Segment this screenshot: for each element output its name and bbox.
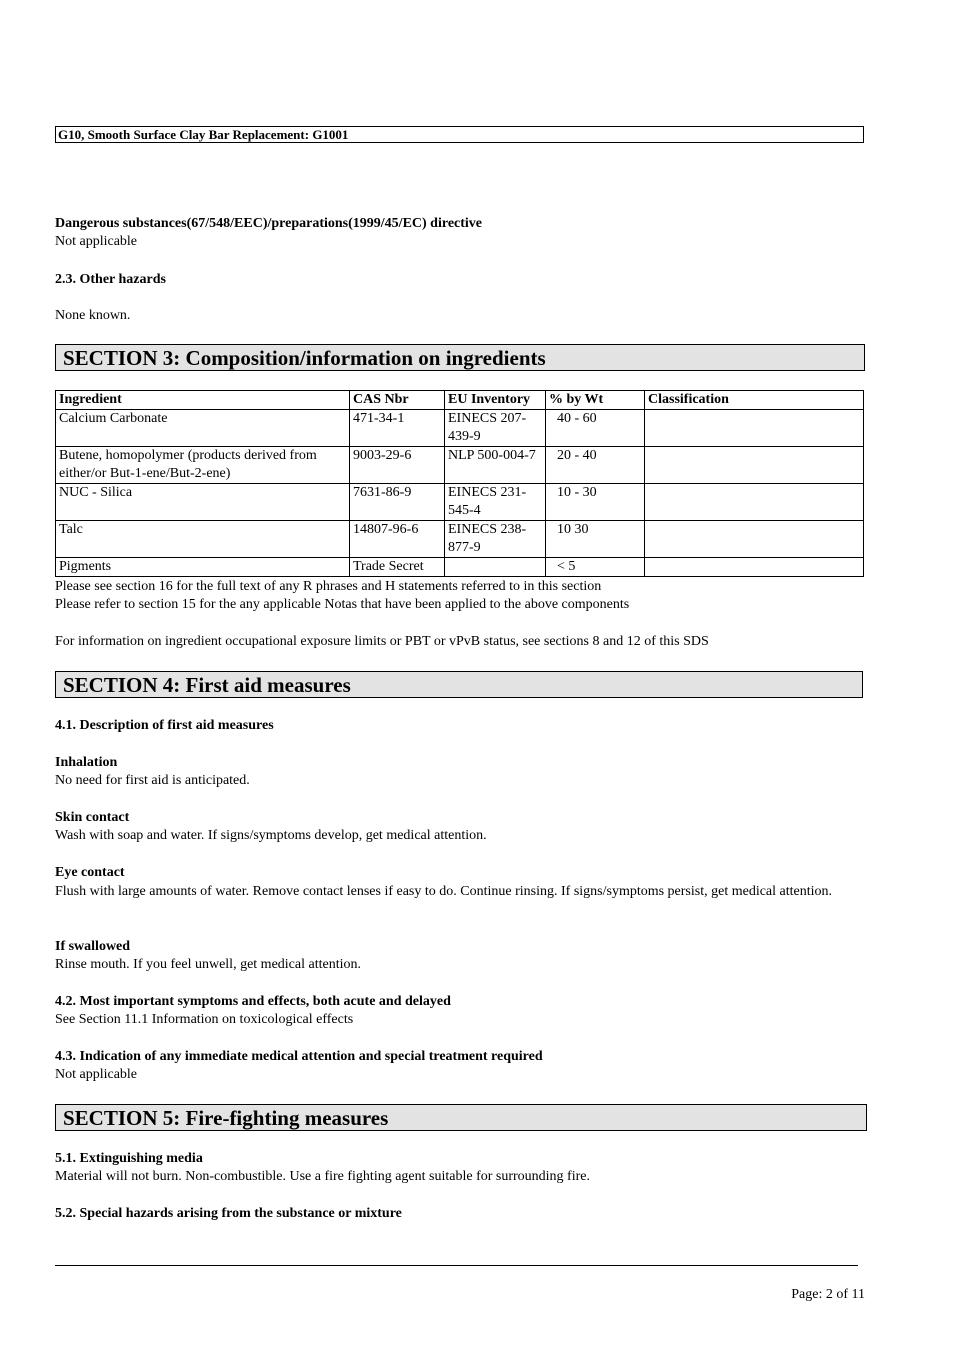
note-r-phrases: Please see section 16 for the full text of any R phrases and H statements referred to in this section	[55, 579, 602, 594]
cell-eu: EINECS 238-877-9	[445, 521, 546, 558]
cell-pct: 40 - 60	[546, 410, 645, 447]
extinguishing-media-heading: 5.1. Extinguishing media	[55, 1151, 203, 1166]
table-row	[56, 521, 864, 558]
other-hazards-heading: 2.3. Other hazards	[55, 272, 166, 287]
cell-pct: 20 - 40	[546, 447, 645, 484]
table-header-row	[56, 391, 864, 410]
medical-attention-heading: 4.3. Indication of any immediate medical attention and special treatment required	[55, 1049, 543, 1064]
table-row	[56, 447, 864, 484]
medical-attention-text: Not applicable	[55, 1067, 138, 1082]
cell-ingredient: Pigments	[56, 558, 350, 577]
cell-pct: 10 30	[546, 521, 645, 558]
first-aid-description-heading: 4.1. Description of first aid measures	[55, 718, 274, 733]
note-exposure-limits: For information on ingredient occupational exposure limits or PBT or vPvB status, see sections 8 and 12 of this SDS	[55, 634, 709, 649]
cell-pct: 10 - 30	[546, 484, 645, 521]
col-ingredient: Ingredient	[56, 391, 350, 410]
col-classification: Classification	[645, 391, 864, 410]
cell-eu: NLP 500-004-7	[445, 447, 546, 484]
cell-eu	[445, 558, 546, 577]
col-eu-inventory: EU Inventory	[445, 391, 546, 410]
product-header: G10, Smooth Surface Clay Bar Replacement: G1001	[55, 126, 864, 143]
cell-cas: 7631-86-9	[350, 484, 445, 521]
cell-eu: EINECS 207-439-9	[445, 410, 546, 447]
footer-divider	[55, 1265, 858, 1266]
section4-title: SECTION 4: First aid measures	[55, 671, 863, 698]
cell-cas: 9003-29-6	[350, 447, 445, 484]
skin-contact-text: Wash with soap and water. If signs/symptoms develop, get medical attention.	[55, 828, 487, 843]
cell-classification	[645, 410, 864, 447]
cell-cas: Trade Secret	[350, 558, 445, 577]
cell-ingredient: Butene, homopolymer (products derived from either/or But-1-ene/But-2-ene)	[56, 447, 350, 484]
cell-classification	[645, 521, 864, 558]
note-notas: Please refer to section 15 for the any applicable Notas that have been applied to the above components	[55, 597, 630, 612]
section5-title: SECTION 5: Fire-fighting measures	[55, 1104, 867, 1131]
cell-classification	[645, 484, 864, 521]
cell-cas: 14807-96-6	[350, 521, 445, 558]
col-pct: % by Wt	[546, 391, 645, 410]
cell-classification	[645, 558, 864, 577]
table-row	[56, 558, 864, 577]
directive-text: Not applicable	[55, 234, 138, 249]
cell-ingredient: Calcium Carbonate	[56, 410, 350, 447]
cell-eu: EINECS 231-545-4	[445, 484, 546, 521]
inhalation-heading: Inhalation	[55, 755, 118, 770]
cell-pct: < 5	[546, 558, 645, 577]
cell-cas: 471-34-1	[350, 410, 445, 447]
col-cas: CAS Nbr	[350, 391, 445, 410]
skin-contact-heading: Skin contact	[55, 810, 130, 825]
extinguishing-media-text: Material will not burn. Non-combustible. Use a fire fighting agent suitable for surrounding fire.	[55, 1169, 590, 1184]
swallowed-text: Rinse mouth. If you feel unwell, get medical attention.	[55, 957, 361, 972]
inhalation-text: No need for first aid is anticipated.	[55, 773, 250, 788]
eye-contact-text: Flush with large amounts of water. Remove contact lenses if easy to do. Continue rinsing. If signs/symptoms persist, get medical attention.	[55, 884, 833, 899]
cell-ingredient: Talc	[56, 521, 350, 558]
eye-contact-heading: Eye contact	[55, 865, 125, 880]
special-hazards-heading: 5.2. Special hazards arising from the substance or mixture	[55, 1206, 402, 1221]
cell-classification	[645, 447, 864, 484]
symptoms-text: See Section 11.1 Information on toxicological effects	[55, 1012, 354, 1027]
cell-ingredient: NUC - Silica	[56, 484, 350, 521]
table-row	[56, 410, 864, 447]
other-hazards-text: None known.	[55, 308, 131, 323]
section3-title: SECTION 3: Composition/information on ingredients	[55, 344, 865, 371]
swallowed-heading: If swallowed	[55, 939, 131, 954]
symptoms-heading: 4.2. Most important symptoms and effects, both acute and delayed	[55, 994, 451, 1009]
page-number: Page: 2 of 11	[791, 1287, 865, 1302]
directive-heading: Dangerous substances(67/548/EEC)/preparations(1999/45/EC) directive	[55, 216, 483, 231]
ingredients-table	[55, 390, 864, 577]
table-row	[56, 484, 864, 521]
